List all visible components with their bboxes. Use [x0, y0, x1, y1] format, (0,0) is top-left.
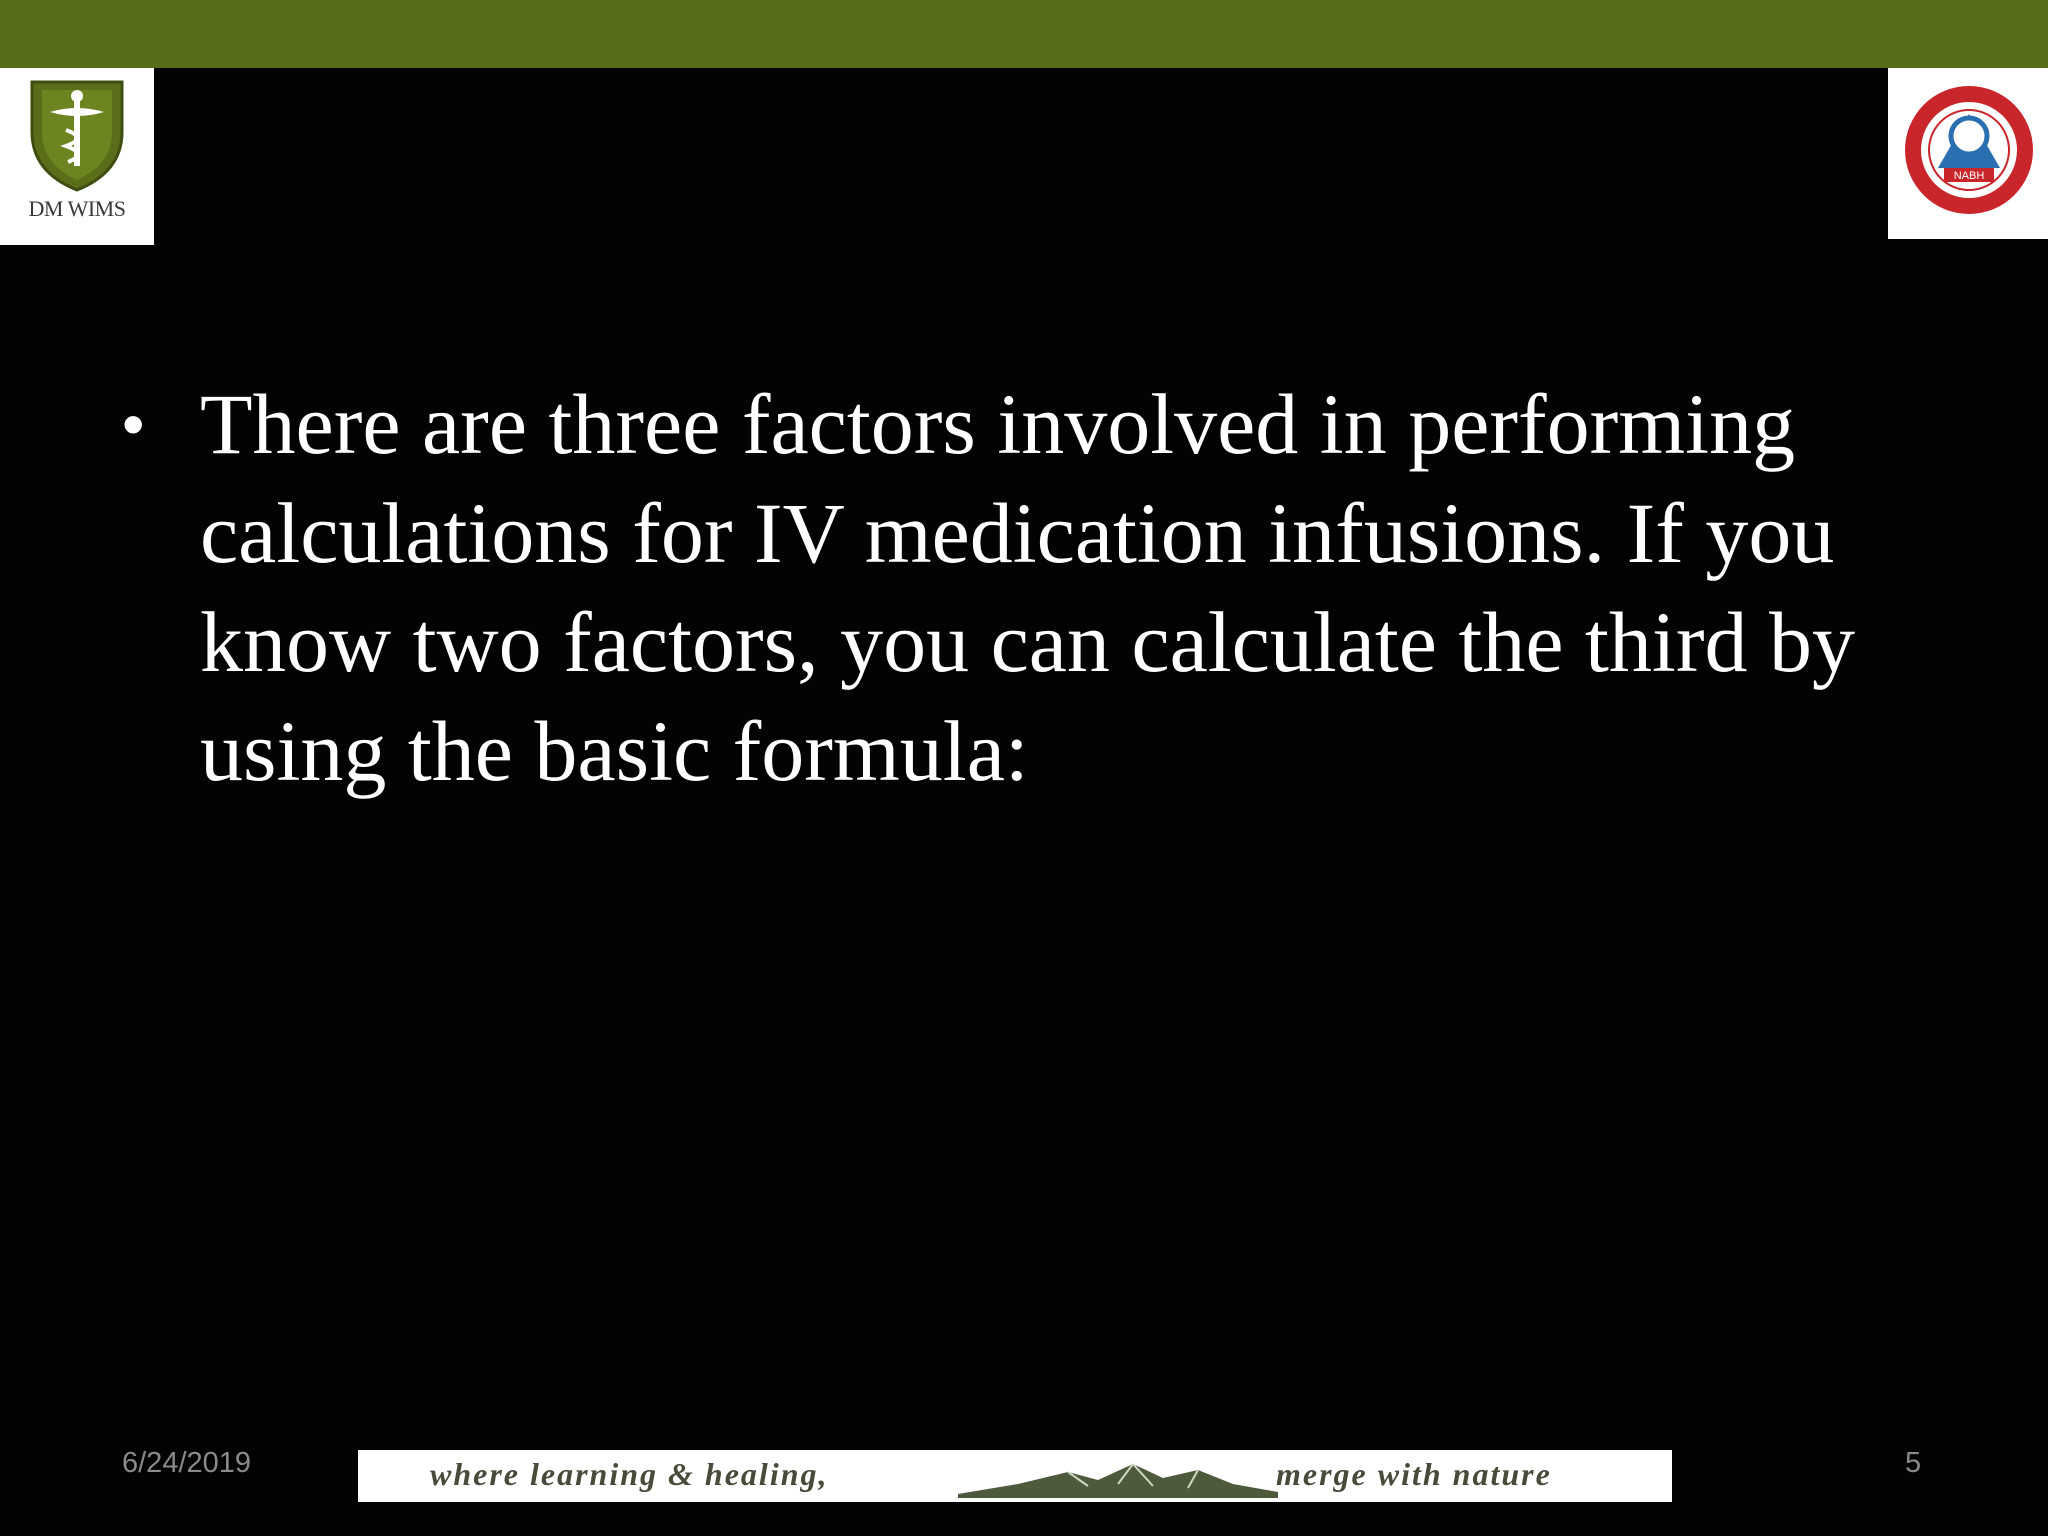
bullet-dot: • — [122, 388, 145, 460]
top-header-bar — [0, 0, 2048, 68]
nabh-seal-label: NABH — [1953, 170, 1985, 182]
tagline-right: merge with nature — [1276, 1456, 1552, 1492]
logo-label: DM WIMS — [28, 196, 126, 221]
tagline-left: where learning & healing, — [430, 1456, 829, 1492]
bullet-item — [122, 370, 1922, 806]
footer-date: 6/24/2019 — [122, 1447, 252, 1479]
slide-number: 5 — [1905, 1447, 1922, 1479]
footer-tagline-banner — [358, 1450, 1672, 1502]
dm-wims-logo — [0, 68, 154, 245]
bullet-text: There are three factors involved in performing calculations for IV medication infusions. If you know two factors, you can calculate the third by using the basic formula: — [200, 376, 1855, 799]
nabh-logo — [1888, 68, 2048, 239]
mountains-icon — [958, 1458, 1278, 1498]
nabh-accreditation-seal-icon — [1902, 80, 2036, 220]
shield-caduceus-logo-icon — [22, 74, 132, 194]
